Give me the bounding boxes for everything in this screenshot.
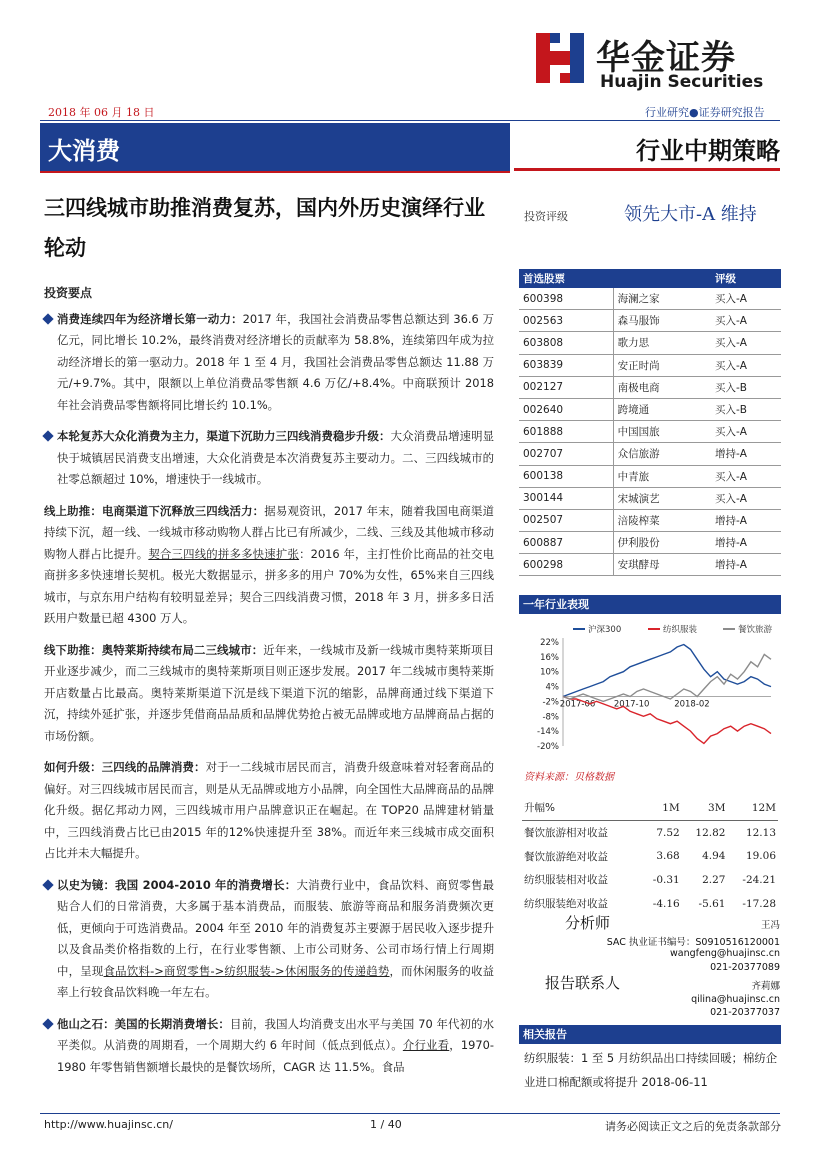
industry-bar [40,123,510,171]
stock-name: 海澜之家 [613,288,711,310]
col-header-rating: 评级 [711,269,781,288]
table-row [519,288,781,310]
perf-label: 餐饮旅游相对收益 [524,827,608,840]
x-tick-label: 2017-06 [559,699,596,710]
table-row [519,487,781,509]
report-date: 2018 年 06 月 18 日 [48,106,155,119]
legend-label: 餐饮旅游 [738,625,773,635]
y-tick-label: 10% [540,667,559,678]
bullet-diamond-icon [42,430,53,441]
perf-value: -4.16 [652,897,680,910]
perf-value: -0.31 [652,873,680,886]
stock-name: 安正时尚 [613,354,711,376]
industry-underline [40,171,510,173]
stock-rating: 增持-A [711,532,781,554]
rating-label: 投资评级 [524,210,568,223]
stock-code: 600298 [519,554,613,576]
stock-rating: 买入-A [711,354,781,376]
related-report-link[interactable]: 纺织服装：1 至 5 月纺织品出口持续回暖；棉纺企业进口棉配额或将提升 2018-06-11 [524,1051,778,1089]
stock-rating: 买入-B [711,376,781,398]
y-tick-label: 4% [545,682,559,693]
performance-table [522,796,778,915]
perf-value: 19.06 [745,850,776,863]
page-number: 1 / 40 [370,1118,402,1131]
stock-rating: 买入-A [711,288,781,310]
perf-value: 12M [727,796,778,820]
stock-rating: 买入-A [711,332,781,354]
report-kind-label: 行业中期策略 [636,137,780,165]
y-tick-label: -2% [542,697,559,708]
perf-value: 1M [640,796,682,820]
stock-code: 603839 [519,354,613,376]
stock-code: 002507 [519,509,613,531]
investment-highlights [44,283,494,1088]
table-row [519,532,781,554]
col-header-stock: 首选股票 [519,269,711,288]
industry-performance-chart [521,620,779,750]
perf-row [522,844,778,868]
huajin-logo-mark [536,33,584,83]
stock-code: 300144 [519,487,613,509]
table-row [519,554,781,576]
table-row [519,354,781,376]
perf-value: 3M [682,796,728,820]
report-title: 三四线城市助推消费复苏，国内外历史演绎行业轮动 [44,196,485,260]
perf-label: 升幅% [522,796,640,820]
perf-row [522,820,778,844]
table-row [519,310,781,332]
table-row [519,443,781,465]
perf-row [522,868,778,892]
analyst-email: wangfeng@huajinsc.cn [670,948,780,959]
point-mass-consumption: 本轮复苏大众化消费为主力，渠道下沉助力三四线消费稳步升级：大众消费品增速明显快于城镇居民消费支出增速，大众化消费是本次消费复苏主要动力。二、三四线城市的社零总额超过 10%，增速快于一线城市。 [44,426,494,491]
stock-code: 002640 [519,398,613,420]
stock-name: 跨境通 [613,398,711,420]
point-online-channel: 线上助推：电商渠道下沉释放三四线活力：据易观资讯，2017 年末，随着我国电商渠道持续下沉，超一线、一线城市移动购物人群占比已有所减少，二线、三线及其他城市移动购物人群占比提升。契合三四线的拼多多快速扩张：2016 年，主打性价比商品的社交电商拼多多快速增长契机。极光大数据显示，拼多多的用户 70%为女性，65%来自三四线城市，与京东用户结构有较明显差异；契合三四线消费习惯，2018 年 3 月，拼多多日活跃用户数量已超 4300 万人。 [44,503,494,625]
industry-performance-header: 一年行业表现 [519,595,781,614]
analyst-name: 王冯 [760,920,780,931]
footer-url[interactable]: http://www.huajinsc.cn/ [44,1118,173,1131]
perf-value: 12.13 [745,826,776,839]
perf-label: 纺织服装绝对收益 [524,898,608,911]
stock-code: 002563 [519,310,613,332]
stock-rating: 增持-A [711,554,781,576]
perf-value: -24.21 [742,873,776,886]
point-consumption-driver: 消费连续四年为经济增长第一动力：2017 年，我国社会消费品零售总额达到 36.6 万亿元，同比增长 10.2%，最终消费对经济增长的贡献率为 58.8%，连续第四年成为拉动经济增长的第一驱动力。2018 年 1 至 4 月，我国社会消费品零售总额达 11.88 万元/+9.7%。其中，限额以上单位消费品零售额 4.6 万亿/+8.4%。中商联预计 2018 年社会消费品零售额将同比增长约 10.1%。 [44,309,494,417]
data-source-note: 资料来源：贝格数据 [524,772,614,783]
stock-name: 南极电商 [613,376,711,398]
stock-name: 中青旅 [613,465,711,487]
point-brand-upgrade: 如何升级：三四线的品牌消费：对于一二线城市居民而言，消费升级意味着对轻奢商品的偏好。对三四线城市居民而言，则是从无品牌或地方小品牌，向全国性大品牌商品的品牌化升级。据亿邦动力网，三四线城市用户品牌意识正在崛起。在 TOP20 品牌建材销量中，三四线消费占比已由2015 年的12%快速提升至 38%。而近年来三线城市成交面积占比并未大幅提升。 [44,760,494,860]
perf-value: 3.68 [656,850,680,863]
perf-value: 12.82 [695,826,726,839]
stock-code: 600887 [519,532,613,554]
contact-title: 报告联系人 [545,974,621,992]
rating-value: 领先大市-A 维持 [624,204,757,225]
stock-code: 601888 [519,421,613,443]
bullet-diamond-icon [42,1018,53,1029]
y-tick-label: -8% [542,712,559,723]
bullet-diamond-icon [42,313,53,324]
perf-value: 2.27 [702,873,726,886]
stock-rating: 买入-A [711,487,781,509]
stock-code: 603808 [519,332,613,354]
contact-phone: 021-20377037 [710,1007,780,1018]
perf-value: 7.52 [656,826,680,839]
table-row [519,376,781,398]
header-rule [40,120,780,121]
stock-name: 中国国旅 [613,421,711,443]
stock-code: 600138 [519,465,613,487]
table-row [519,398,781,420]
analyst-cert: SAC 执业证书编号：S0910516120001 [606,937,780,948]
report-type: 行业研究●证券研究报告 [645,106,765,119]
point-offline-channel: 线下助推：奥特莱斯持续布局二三线城市：近年来，一线城市及新一线城市奥特莱斯项目开业逐步减少，而二三线城市的奥特莱斯项目则正逐步发展。2017 年二线城市奥特莱斯开店数量占比最高。奥特莱斯渠道下沉是线下渠道下沉的缩影，品牌商通过线下渠道下沉，持续外延扩张，并逐步凭借商品品质和品牌优势抢占被无品牌或地方品牌商品占据的市场份额。 [44,642,494,743]
perf-row [522,892,778,916]
y-tick-label: 22% [540,638,559,648]
stock-name: 歌力思 [613,332,711,354]
stock-name: 宋城演艺 [613,487,711,509]
perf-value: -5.61 [698,897,726,910]
table-row [519,509,781,531]
x-tick-label: 2017-10 [613,699,650,710]
preferred-stocks-table [519,269,781,576]
analyst-phone: 021-20377089 [710,962,780,973]
contact-email: qilina@huajinsc.cn [691,994,780,1005]
stock-rating: 增持-A [711,509,781,531]
stock-code: 002127 [519,376,613,398]
section-heading: 投资要点 [44,286,93,300]
y-tick-label: -20% [537,742,559,750]
analyst-title: 分析师 [565,914,611,932]
series-line-沪深300 [563,645,771,697]
legend-label: 沪深300 [588,625,622,635]
stock-rating: 增持-A [711,443,781,465]
y-tick-label: 16% [540,652,559,663]
stock-rating: 买入-B [711,398,781,420]
perf-header-row [522,796,778,820]
point-history-us: 他山之石：美国的长期消费增长：目前，我国人均消费支出水平与美国 70 年代初的水平类似。从消费的周期看，一个周期大约 6 年时间（低点到低点）。介行业看，1970-1980 年零售销售额增长最快的是餐饮场所，CAGR 达 11.5%。食品 [44,1014,494,1079]
brand-name-en: Huajin Securities [600,72,764,92]
perf-value: -17.28 [742,897,776,910]
stock-name: 森马服饰 [613,310,711,332]
stock-rating: 买入-A [711,310,781,332]
stock-name: 安琪酵母 [613,554,711,576]
table-row [519,332,781,354]
industry-label: 大消费 [48,137,120,165]
contact-name: 齐莉娜 [751,981,780,992]
series-line-餐饮旅游 [563,654,771,701]
stock-code: 002707 [519,443,613,465]
footer-disclaimer: 请务必阅读正文之后的免责条款部分 [605,1120,781,1133]
stock-code: 600398 [519,288,613,310]
report-kind-bar [514,123,780,171]
table-row [519,421,781,443]
perf-label: 餐饮旅游绝对收益 [524,850,608,863]
x-tick-label: 2018-02 [674,699,710,710]
stock-name: 众信旅游 [613,443,711,465]
stock-name: 涪陵榨菜 [613,509,711,531]
brand-name-cn: 华金证券 [596,38,736,78]
y-tick-label: -14% [537,727,559,738]
perf-label: 纺织服装相对收益 [524,874,608,887]
table-header-row [519,269,781,288]
bullet-diamond-icon [42,879,53,890]
perf-value: 4.94 [702,850,726,863]
legend-label: 纺织服装 [663,625,698,635]
point-history-china: 以史为镜：我国 2004-2010 年的消费增长：大消费行业中，食品饮料、商贸零售最贴合人们的日常消费，大多属于基本消费品，而服装、旅游等商品和服务消费频次更低，更倾向于可选消费品。2004 年至 2010 年的消费复苏主要源于居民收入逐步提升以及食品类价格指数的上行，在行业零售额、上市公司财务、公司市场行情上行周期中，呈现食品饮料->商贸零售->纺织服装->休闲服务的传递趋势，而休闲服务的收益率上行较食品饮料晚一年左右。 [44,875,494,1004]
stock-rating: 买入-A [711,465,781,487]
footer-rule [40,1113,780,1114]
stock-name: 伊利股份 [613,532,711,554]
table-row [519,465,781,487]
stock-rating: 买入-A [711,421,781,443]
related-reports-header: 相关报告 [519,1025,781,1044]
